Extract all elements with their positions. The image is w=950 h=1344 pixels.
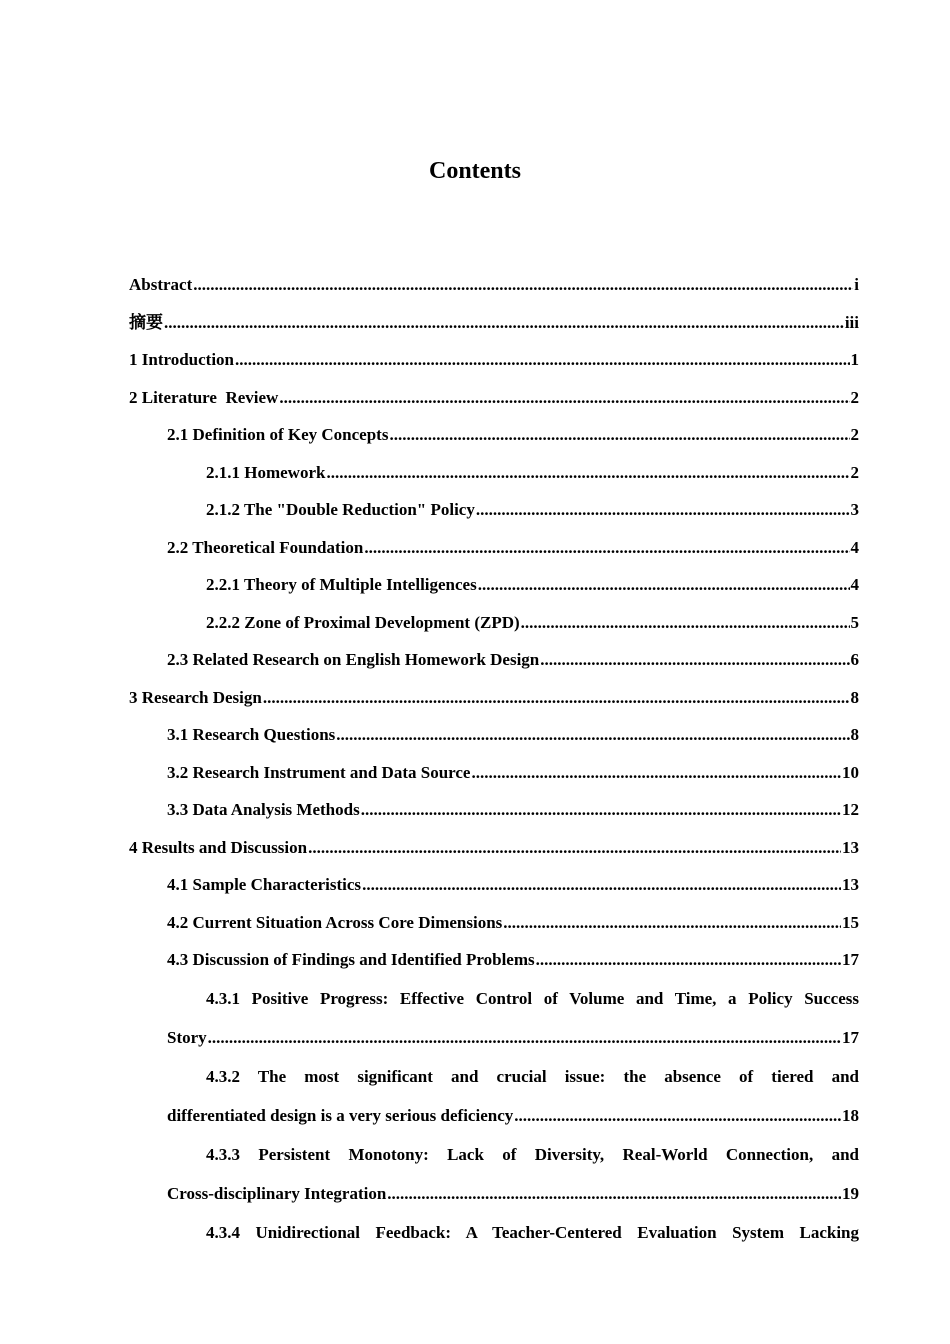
toc-leader-dots: [235, 341, 849, 379]
toc-entry-4-3-2[interactable]: [129, 1057, 859, 1135]
toc-entry-text: 2.1 Definition of Key Concepts: [167, 425, 389, 444]
table-of-contents: [129, 266, 859, 1252]
toc-leader-dots: [387, 1174, 841, 1213]
toc-entry-text: 2 Literature Review: [129, 387, 279, 407]
toc-page-number: 2: [850, 387, 859, 407]
toc-entry-text: 4.3 Discussion of Findings and Identified Problems: [167, 950, 535, 969]
toc-entry-4-2[interactable]: [129, 904, 859, 942]
toc-entry-results-discussion[interactable]: [129, 829, 859, 867]
toc-leader-dots: [503, 904, 841, 942]
toc-entry-text: 2.2.1 Theory of Multiple Intelligences: [206, 575, 477, 594]
toc-leader-dots: [308, 829, 841, 867]
toc-page-number: 3: [850, 500, 859, 519]
toc-entry-chinese-abstract[interactable]: [129, 304, 859, 342]
toc-entry-text: 2.1.2 The "Double Reduction" Policy: [206, 500, 475, 519]
toc-page-number: 18: [842, 1105, 859, 1125]
toc-entry-4-1[interactable]: [129, 866, 859, 904]
toc-leader-dots: [362, 866, 841, 904]
toc-entry-2-2-2[interactable]: [129, 604, 859, 642]
toc-entry-2-1-1[interactable]: [129, 454, 859, 492]
toc-entry-text: 4 Results and Discussion: [129, 837, 308, 857]
toc-entry-text-line2: differentiated design is a very serious deficiency: [167, 1105, 514, 1125]
toc-entry-text: 2.2.2 Zone of Proximal Development (ZPD): [206, 612, 520, 632]
toc-leader-dots: [208, 1018, 841, 1057]
toc-entry-research-design[interactable]: [129, 679, 859, 717]
toc-entry-3-2[interactable]: [129, 754, 859, 792]
toc-page-number: 15: [842, 912, 859, 932]
toc-entry-2-1[interactable]: [129, 416, 859, 454]
toc-entry-text-line2: Cross-disciplinary Integration: [167, 1183, 387, 1203]
toc-page-number: 12: [842, 800, 859, 819]
toc-entry-text: 3.3 Data Analysis Methods: [167, 800, 360, 819]
toc-entry-text: Abstract: [129, 275, 193, 294]
toc-leader-dots: [521, 604, 850, 642]
toc-page-number: 2: [850, 425, 859, 444]
toc-entry-text: 3 Research Design: [129, 687, 262, 707]
toc-entry-4-3-1[interactable]: [129, 979, 859, 1057]
toc-entry-literature-review[interactable]: [129, 379, 859, 417]
toc-page-number: 5: [850, 612, 859, 632]
toc-leader-dots: [471, 754, 841, 792]
toc-page-number: 17: [842, 1027, 859, 1047]
toc-entry-text: 3.2 Research Instrument and Data Source: [167, 762, 471, 782]
toc-entry-text: 2.2 Theoretical Foundation: [167, 537, 364, 557]
toc-entry-text: 摘要: [129, 312, 163, 332]
toc-leader-dots: [476, 491, 850, 529]
toc-entry-2-3[interactable]: [129, 641, 859, 679]
toc-entry-4-3-3[interactable]: [129, 1135, 859, 1213]
toc-page-number: 4: [850, 575, 859, 594]
toc-entry-text-line1: 4.3.4 Unidirectional Feedback: A Teacher-Centered Evaluation System Lacking: [206, 1222, 859, 1242]
toc-leader-dots: [364, 529, 849, 567]
toc-leader-dots: [193, 266, 853, 304]
toc-entry-4-3[interactable]: [129, 941, 859, 979]
toc-entry-3-1[interactable]: [129, 716, 859, 754]
toc-page-number: 10: [842, 762, 859, 782]
toc-entry-text: 2.1.1 Homework: [206, 462, 326, 482]
toc-entry-text: 4.1 Sample Characteristics: [167, 875, 362, 894]
toc-entry-text: 3.1 Research Questions: [167, 725, 336, 744]
toc-page-number: 19: [842, 1183, 859, 1203]
toc-leader-dots: [263, 679, 850, 717]
toc-entry-2-1-2[interactable]: [129, 491, 859, 529]
toc-entry-3-3[interactable]: [129, 791, 859, 829]
toc-leader-dots: [336, 716, 849, 754]
toc-entry-text-line1: 4.3.3 Persistent Monotony: Lack of Diversity, Real-World Connection, and: [206, 1144, 859, 1164]
toc-entry-text: 1 Introduction: [129, 350, 235, 369]
toc-page-number: 17: [842, 950, 859, 969]
toc-page-number: iii: [844, 312, 859, 332]
toc-entry-introduction[interactable]: [129, 341, 859, 379]
page-title: Contents: [428, 158, 521, 184]
toc-leader-dots: [389, 416, 849, 454]
toc-leader-dots: [279, 379, 849, 417]
toc-leader-dots: [540, 641, 849, 679]
toc-entry-text-line1: 4.3.2 The most significant and crucial issue: the absence of tiered and: [206, 1066, 859, 1086]
toc-entry-text-line1: 4.3.1 Positive Progress: Effective Control of Volume and Time, a Policy Success: [206, 988, 859, 1008]
toc-entry-4-3-4[interactable]: [129, 1213, 859, 1252]
toc-entry-2-2[interactable]: [129, 529, 859, 567]
toc-entry-2-2-1[interactable]: [129, 566, 859, 604]
toc-page-number: 13: [842, 875, 859, 894]
toc-leader-dots: [164, 304, 844, 342]
toc-entry-text: 4.2 Current Situation Across Core Dimensions: [167, 912, 503, 932]
toc-page-number: i: [854, 275, 859, 294]
toc-entry-text-line2: Story: [167, 1027, 207, 1047]
toc-page-number: 8: [850, 725, 859, 744]
toc-entry-text: 2.3 Related Research on English Homework Design: [167, 650, 540, 669]
toc-leader-dots: [536, 941, 841, 979]
toc-leader-dots: [326, 454, 849, 492]
toc-entry-abstract[interactable]: [129, 266, 859, 304]
toc-leader-dots: [361, 791, 841, 829]
toc-page-number: 13: [842, 837, 859, 857]
toc-page-number: 1: [850, 350, 859, 369]
toc-page-number: 6: [850, 650, 859, 669]
toc-leader-dots: [478, 566, 850, 604]
toc-leader-dots: [514, 1096, 841, 1135]
toc-page-number: 8: [850, 687, 859, 707]
toc-page-number: 2: [850, 462, 859, 482]
toc-page-number: 4: [850, 537, 859, 557]
